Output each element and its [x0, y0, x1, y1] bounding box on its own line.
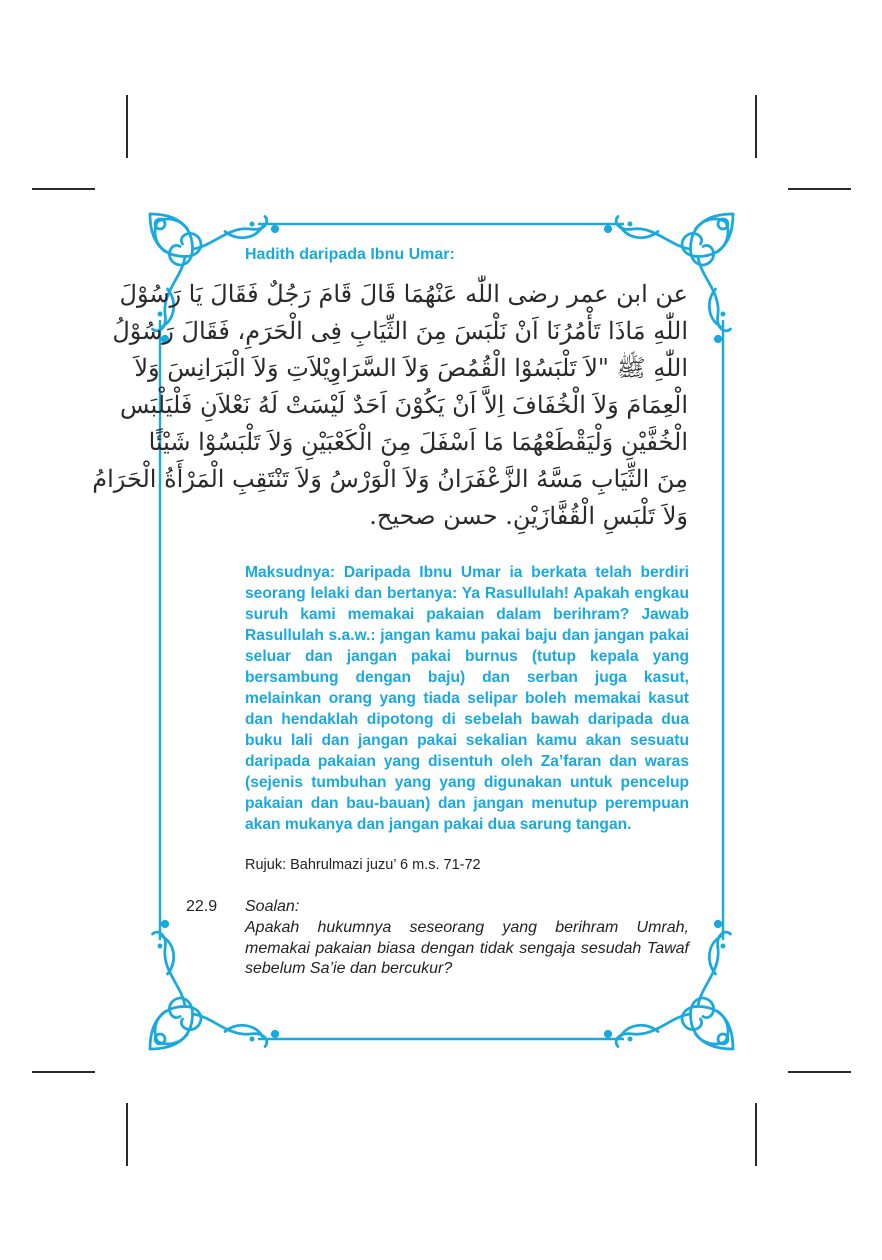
arabic-line: وَلاَ تَلْبَسِ الْقُفَّازَيْنِ. حسن صحيح.: [369, 502, 688, 530]
arabic-line: اللّٰهِ ﷺ "لاَ تَلْبَسُوْا الْقُمُصَ وَلاَ السَّرَاوِيْلاَتِ وَلاَ الْبَرَانِسَ وَلاَ: [134, 354, 688, 382]
arabic-line: الْخُفَّيْنِ وَلْيَقْطَعْهُمَا مَا اَسْفَلَ مِنَ الْكَعْبَيْنِ وَلاَ تَلْبَسُوْا شَيْئًا: [148, 428, 688, 456]
arabic-line: مِنَ الثِّيَابِ مَسَّهُ الزَّعْفَرَانُ وَلاَ الْوَرْسُ وَلاَ تَنْتَقِبِ الْمَرْأَةُ الْحَرَامُ: [92, 465, 688, 493]
reference-note: Rujuk: Bahrulmazi juzu’ 6 m.s. 71-72: [245, 857, 481, 873]
arabic-line: الْعِمَامَ وَلاَ الْخُفَافَ اِلاَّ اَنْ يَكُوْنَ اَحَدٌ لَيْسَتْ لَهُ نَعْلاَنِ فَلْيَلْبَس: [119, 391, 688, 419]
arabic-line: عن ابن عمر رضى اللّٰه عَنْهُمَا قَالَ قَامَ رَجُلٌ فَقَالَ يَا رَسُوْلَ: [119, 280, 688, 308]
question-text: Apakah hukumnya seseorang yang berihram Umrah, memakai pakaian biasa dengan tidak sengaja sesudah Tawaf sebelum Sa’ie dan bercukur?: [245, 919, 689, 977]
hadith-heading: Hadith daripada Ibnu Umar:: [245, 246, 455, 263]
translation-paragraph: Maksudnya: Daripada Ibnu Umar ia berkata telah berdiri seorang lelaki dan bertanya: Ya Rasullulah! Apakah engkau suruh kami memakai pakaian dalam berihram? Jawab Rasullulah s.a.w.: jangan kamu pakai baju dan jangan pakai seluar dan jangan pakai burnus (tutup kepala yang bersambung dengan baju) dan serban juga kasut, melainkan orang yang tiada selipar boleh memakai kasut dan hendaklah dipotong di sebelah bawah daripada dua buku lali dan jangan pakai sekalian kamu akan sesuatu daripada pakaian yang disentuh oleh Za’faran dan waras (sejenis tumbuhan yang yang digunakan untuk pencelup pakaian dan bau-bauan) dan jangan menutup perempuan akan mukanya dan jangan pakai dua sarung tangan.: [245, 564, 689, 833]
arabic-hadith-text: [92, 276, 688, 535]
question-label: Soalan:: [245, 898, 300, 915]
question-number: 22.9: [186, 898, 218, 915]
arabic-line: اللّٰهِ مَاذَا تَأْمُرُنَا اَنْ نَلْبَسَ مِنَ الثِّيَابِ فِى الْحَرَمِ، فَقَالَ رَسُوْلُ: [112, 317, 688, 345]
